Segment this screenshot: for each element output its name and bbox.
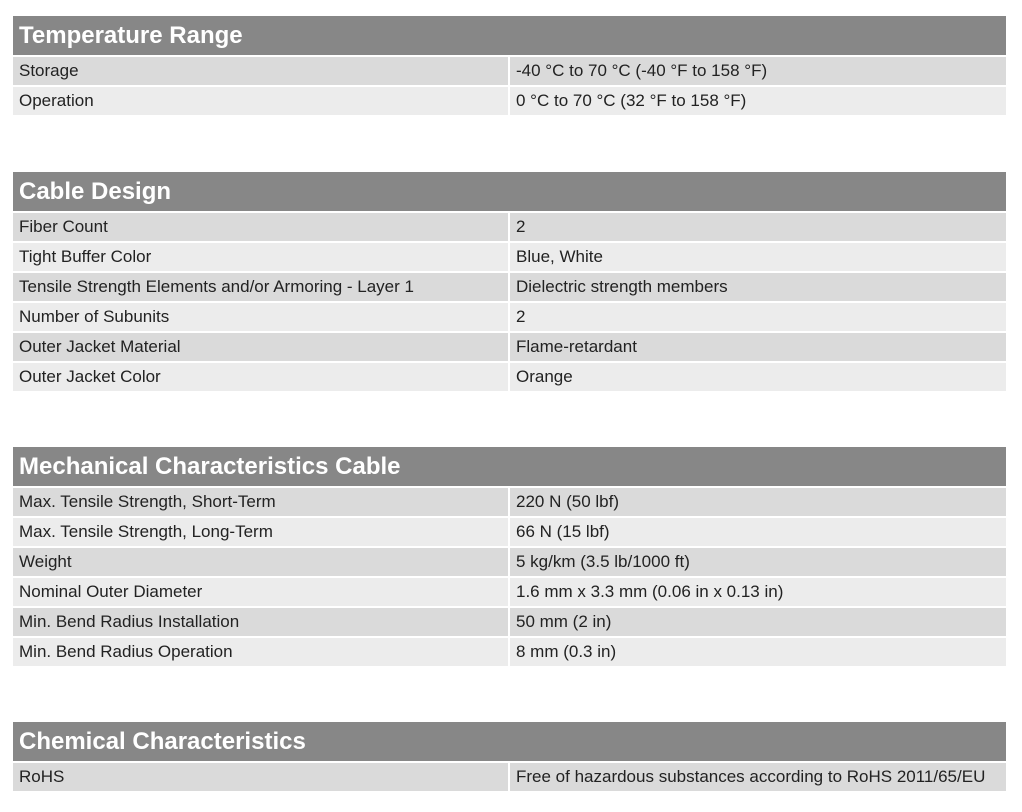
row-label: Max. Tensile Strength, Short-Term xyxy=(13,488,508,516)
row-label: Outer Jacket Material xyxy=(13,333,508,361)
row-label: Tensile Strength Elements and/or Armoring - Layer 1 xyxy=(13,273,508,301)
row-value: 5 kg/km (3.5 lb/1000 ft) xyxy=(510,548,1006,576)
row-label: Nominal Outer Diameter xyxy=(13,578,508,606)
row-value: 66 N (15 lbf) xyxy=(510,518,1006,546)
row-label: Tight Buffer Color xyxy=(13,243,508,271)
row-value: Orange xyxy=(510,363,1006,391)
row-value: 8 mm (0.3 in) xyxy=(510,638,1006,666)
table-row xyxy=(13,87,1006,115)
section-cable-design xyxy=(13,172,1006,391)
section-mechanical-characteristics xyxy=(13,447,1006,666)
table-row xyxy=(13,488,1006,516)
row-value: Blue, White xyxy=(510,243,1006,271)
row-label: Min. Bend Radius Operation xyxy=(13,638,508,666)
table-row xyxy=(13,243,1006,271)
row-value: 1.6 mm x 3.3 mm (0.06 in x 0.13 in) xyxy=(510,578,1006,606)
section-title: Cable Design xyxy=(13,172,1006,211)
row-value: Dielectric strength members xyxy=(510,273,1006,301)
section-title: Temperature Range xyxy=(13,16,1006,55)
row-label: Outer Jacket Color xyxy=(13,363,508,391)
table-row xyxy=(13,333,1006,361)
table-row xyxy=(13,608,1006,636)
row-label: RoHS xyxy=(13,763,508,791)
row-value: 2 xyxy=(510,303,1006,331)
row-value: Flame-retardant xyxy=(510,333,1006,361)
row-value: Free of hazardous substances according to RoHS 2011/65/EU xyxy=(510,763,1006,791)
row-label: Max. Tensile Strength, Long-Term xyxy=(13,518,508,546)
row-label: Fiber Count xyxy=(13,213,508,241)
row-label: Weight xyxy=(13,548,508,576)
row-value: -40 °C to 70 °C (-40 °F to 158 °F) xyxy=(510,57,1006,85)
table-row xyxy=(13,213,1006,241)
section-chemical-characteristics xyxy=(13,722,1006,791)
table-row xyxy=(13,303,1006,331)
row-value: 220 N (50 lbf) xyxy=(510,488,1006,516)
row-label: Operation xyxy=(13,87,508,115)
table-row xyxy=(13,763,1006,791)
row-value: 0 °C to 70 °C (32 °F to 158 °F) xyxy=(510,87,1006,115)
row-label: Storage xyxy=(13,57,508,85)
row-label: Number of Subunits xyxy=(13,303,508,331)
section-temperature-range xyxy=(13,16,1006,115)
table-row xyxy=(13,273,1006,301)
table-row xyxy=(13,638,1006,666)
table-row xyxy=(13,57,1006,85)
table-row xyxy=(13,363,1006,391)
table-row xyxy=(13,578,1006,606)
row-value: 2 xyxy=(510,213,1006,241)
table-row xyxy=(13,518,1006,546)
section-title: Mechanical Characteristics Cable xyxy=(13,447,1006,486)
table-row xyxy=(13,548,1006,576)
row-label: Min. Bend Radius Installation xyxy=(13,608,508,636)
section-title: Chemical Characteristics xyxy=(13,722,1006,761)
row-value: 50 mm (2 in) xyxy=(510,608,1006,636)
